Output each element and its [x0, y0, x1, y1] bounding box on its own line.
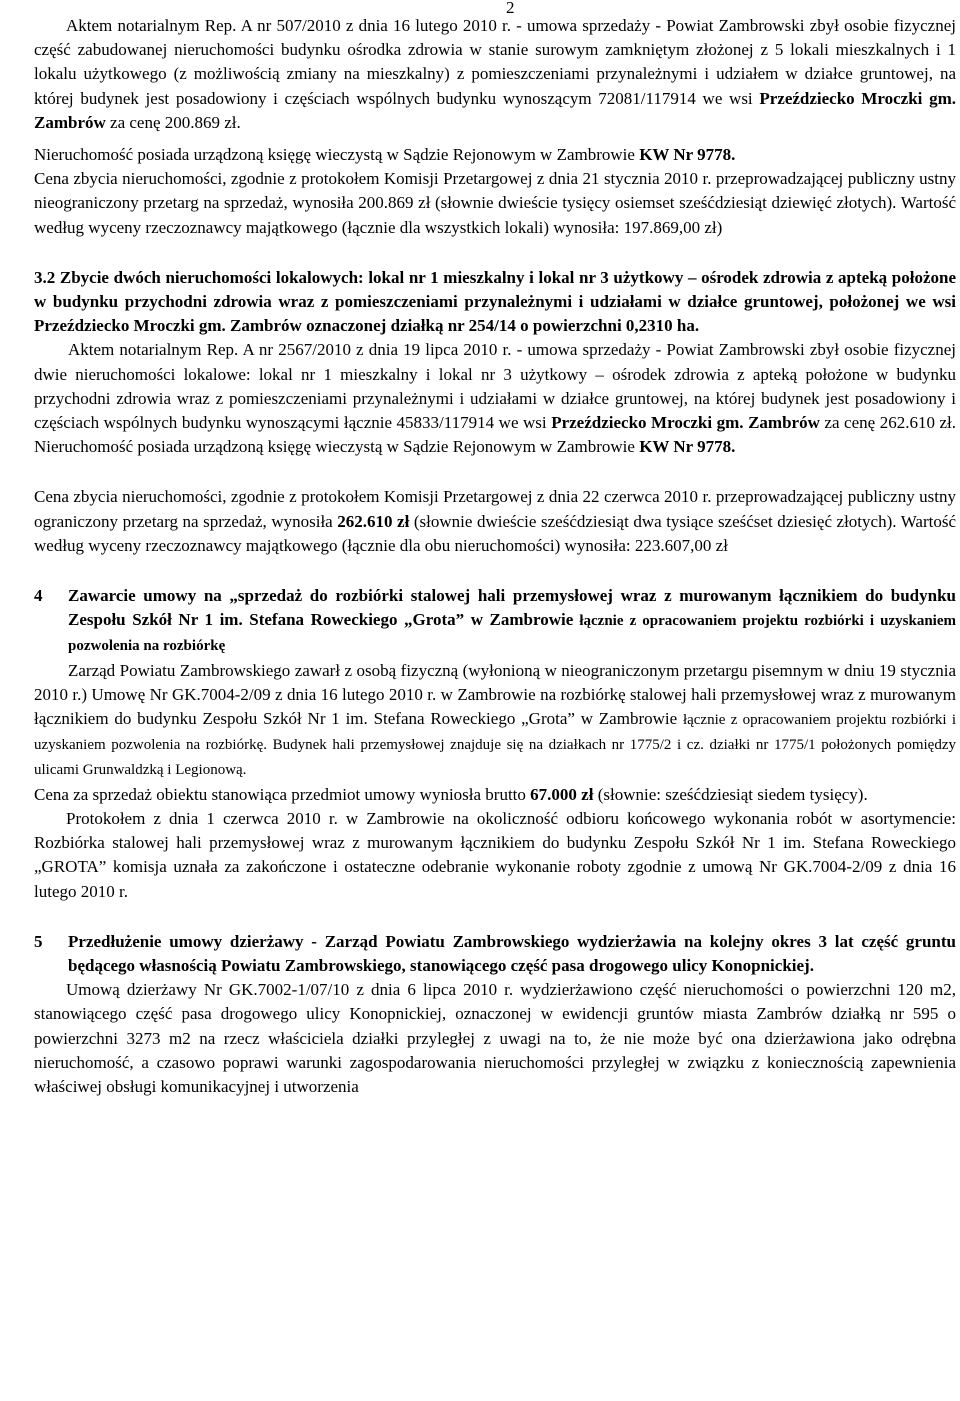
- land-register-number: KW Nr 9778.: [639, 145, 736, 165]
- section-title: [68, 584, 956, 659]
- section-title-small: łącznie z opracowaniem projektu rozbiórki i uzyskaniem pozwolenia na rozbiórkę: [68, 613, 956, 655]
- document-page: [34, 0, 956, 1099]
- paragraph-text: Aktem notarialnym Rep. A nr 507/2010 z dnia 16 lutego 2010 r. - umowa sprzedaży - Powiat Zambrowski zbył osobie fizycznej część zabudowanej nieruchomości budynku ośrodka zdrowia w stanie surowym zamkniętym złożonej z 5 lokali mieszkalnych i 1 lokalu użytkowego (z możliwością zmiany na mieszkalny) z pomieszczeniami przynależnymi i udziałem w działce gruntowej, na której budynek jest posadowiony i częściach wspólnych budynku wynoszącym 72081/117914 we wsi: [34, 16, 956, 108]
- price-bold: 67.000 zł: [530, 784, 594, 804]
- paragraph-text: Zarząd Powiatu Zambrowskiego zawarł z osobą fizyczną (wyłonioną w nieograniczonym przetargu pisemnym w dniu 19 stycznia 2010 r.) Umowę Nr GK.7004-2/09 z dnia 16 lutego 2010 r. w Zambrowie na rozbiórkę stalowej hali przemysłowej wraz z murowanym łącznikiem do budynku Zespołu Szkół Nr 1 im. Stefana Roweckiego „Grota” w Zambrowie: [34, 660, 956, 729]
- paragraph-text: Cena zbycia nieruchomości, zgodnie z protokołem Komisji Przetargowej z dnia 22 czerwca 2010 r. przeprowadzającej publiczny ustny ograniczony przetarg na sprzedaż, wynosiła: [34, 487, 956, 531]
- section-number: 4: [34, 586, 43, 606]
- section-number: 5: [34, 931, 43, 951]
- page-number: 2: [506, 0, 515, 17]
- paragraph-sale-price-2: [34, 485, 956, 558]
- paragraph-text: Nieruchomość posiada urządzoną księgę wieczystą w Sądzie Rejonowym w Zambrowie: [34, 145, 640, 165]
- paragraph-tail: (słownie dwieście sześćdziesiąt dwa tysiące sześćset dziesięć złotych). Wartość według wyceny rzeczoznawcy majątkowego (łącznie dla obu nieruchomości) wynosiła: 223.607,00 zł: [34, 511, 956, 555]
- paragraph-sale-price: Cena zbycia nieruchomości, zgodnie z protokołem Komisji Przetargowej z dnia 21 stycznia 2010 r. przeprowadzającej publiczny ustny nieograniczony przetarg na sprzedaż, wynosiła 200.869 zł (słownie dwieście tysięcy osiemset sześćdziesiąt dziewięć złotych). Wartość według wyceny rzeczoznawcy majątkowego (łącznie dla wszystkich lokali) wynosiła: 197.869,00 zł): [34, 169, 956, 237]
- paragraph-notarial-deed-507: [34, 0, 956, 135]
- paragraph-mid: za cenę 262.610 zł. Nieruchomość posiada urządzoną księgę wieczystą w Sądzie Rejonowym w Zambrowie: [34, 413, 957, 457]
- paragraph-demolition-contract: [34, 659, 956, 783]
- paragraph-tail: (słownie: sześćdziesiąt siedem tysięcy).: [593, 784, 868, 804]
- location-bold: Przeździecko Mroczki gm. Zambrów: [551, 413, 820, 433]
- location-bold: Przeździecko Mroczki gm. Zambrów: [34, 88, 956, 132]
- paragraph-tail: za cenę 200.869 zł.: [105, 112, 241, 132]
- paragraph-land-register: [34, 143, 956, 167]
- section-title-main: Zawarcie umowy na „sprzedaż do rozbiórki stalowej hali przemysłowej wraz z murowanym łącznikiem do budynku Zespołu Szkół Nr 1 im. Stefana Roweckiego „Grota” w Zambrowie: [68, 586, 956, 630]
- section-5-heading: [34, 930, 956, 978]
- paragraph-acceptance-protocol: Protokołem z dnia 1 czerwca 2010 r. w Zambrowie na okoliczność odbioru końcowego wykonania robót w asortymencie: Rozbiórka stalowej hali przemysłowej wraz z murowanym łącznikiem do budynku Zespołu Szkół Nr 1 im. Stefana Roweckiego „GROTA” komisja uznała za zakończone i ostateczne odebranie wykonanie roboty zgodnie z umową Nr GK.7004-2/09 z dnia 16 lutego 2010 r.: [34, 808, 956, 901]
- paragraph-small-text: łącznie z opracowaniem projektu rozbiórki i uzyskaniem pozwolenia na rozbiórkę. Budynek hali przemysłowej znajduje się na działkach nr 1775/2 i cz. działki nr 1775/1 położonych pomiędzy ulicami Grunwaldzką i Legionową.: [34, 712, 956, 779]
- price-bold: 262.610 zł: [337, 511, 410, 531]
- section-4-heading: [34, 584, 956, 659]
- land-register-number: KW Nr 9778.: [639, 437, 736, 457]
- paragraph-notarial-deed-2567: [34, 338, 956, 459]
- section-3-2-heading: 3.2 Zbycie dwóch nieruchomości lokalowych: lokal nr 1 mieszkalny i lokal nr 3 użytkowy – ośrodek zdrowia z apteką położone w budynku przychodni zdrowia wraz z pomieszczeniami przynależnymi i udziałami w działce gruntowej, położonej we wsi Przeździecko Mroczki gm. Zambrów oznaczonej działką nr 254/14 o powierzchni 0,2310 ha.: [34, 267, 956, 336]
- paragraph-contract-price: [34, 783, 956, 807]
- paragraph-text: Cena za sprzedaż obiektu stanowiąca przedmiot umowy wyniosła brutto: [34, 784, 531, 804]
- paragraph-text: Aktem notarialnym Rep. A nr 2567/2010 z dnia 19 lipca 2010 r. - umowa sprzedaży - Powiat Zambrowski zbył osobie fizycznej dwie nieruchomości lokalowe: lokal nr 1 mieszkalny i lokal nr 3 użytkowy – ośrodek zdrowia z apteką położone w budynku przychodni zdrowia wraz z pomieszczeniami przynależnymi i udziałami w działce gruntowej, na której budynek jest posadowiony i częściach wspólnych budynku wynoszącymi łącznie 45833/117914 we wsi: [34, 340, 956, 433]
- paragraph-lease-agreement: Umową dzierżawy Nr GK.7002-1/07/10 z dnia 6 lipca 2010 r. wydzierżawiono część nieruchomości o powierzchni 120 m2, stanowiącego część pasa drogowego ulicy Konopnickiej, oznaczonej w ewidencji gruntów miasta Zambrów działką nr 595 o powierzchni 3273 m2 na rzecz właściciela działki przyległej z uwagi na to, że nie może być ona dzierżawiona jako odrębna nieruchomość, a czasowo poprawi warunki zagospodarowania nieruchomości przyległej w związku z koniecznością zapewnienia właściwej obsługi komunikacyjnej i utworzenia: [34, 980, 956, 1096]
- section-title: Przedłużenie umowy dzierżawy - Zarząd Powiatu Zambrowskiego wydzierżawia na kolejny okres 3 lat część gruntu będącego własnością Powiatu Zambrowskiego, stanowiącego część pasa drogowego ulicy Konopnickiej.: [68, 931, 956, 975]
